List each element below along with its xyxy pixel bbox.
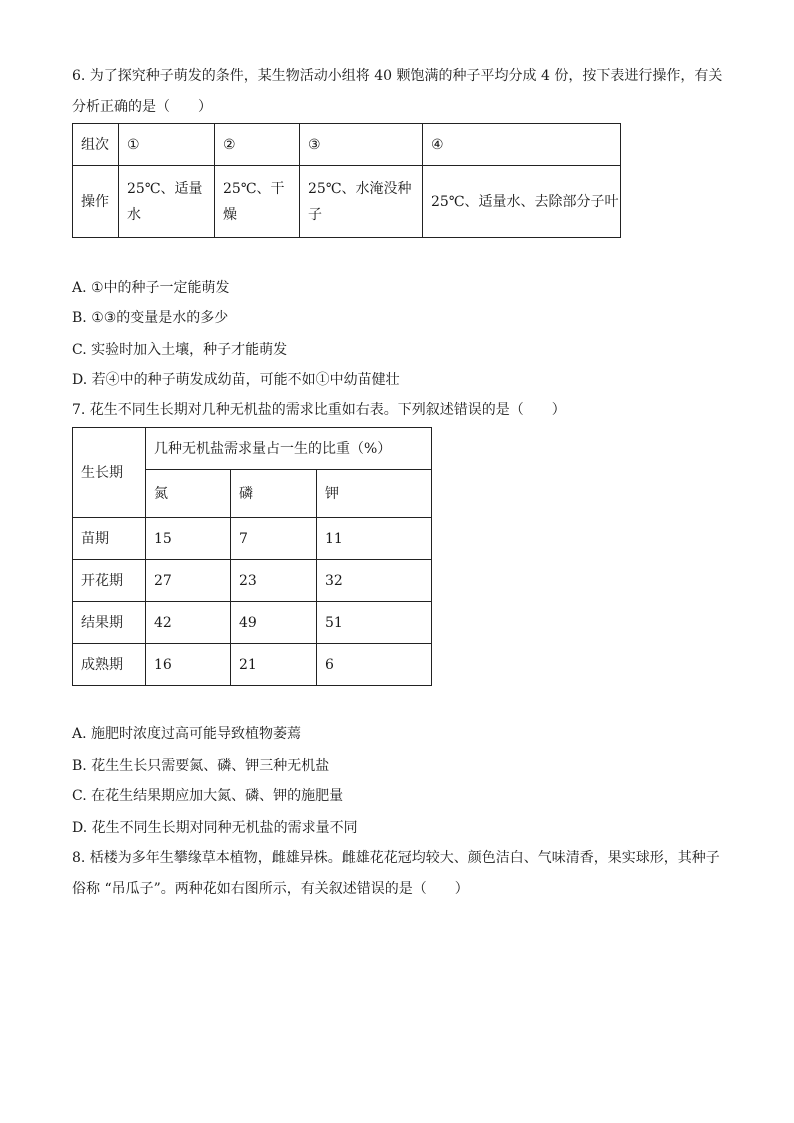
- q7-cell: 16: [146, 644, 231, 686]
- q6-header-1: ①: [119, 124, 215, 166]
- q6-stem-line-1: 6. 为了探究种子萌发的条件，某生物活动小组将 40 颗饱满的种子平均分成 4 份，按下表进行操作，有关: [72, 68, 723, 84]
- q7-cell: 15: [146, 518, 231, 560]
- q6-op-2: 25℃、干 燥: [215, 166, 300, 238]
- table-row: [73, 518, 432, 560]
- q7-cell: 49: [231, 602, 317, 644]
- q7-option-d: D. 花生不同生长期对同种无机盐的需求量不同: [72, 820, 358, 836]
- q7-col-phosphorus: 磷: [231, 470, 317, 518]
- q6-header-3: ③: [300, 124, 423, 166]
- q7-cell: 11: [317, 518, 432, 560]
- q6-op-4: 25℃、适量水、去除部分子叶: [423, 166, 621, 238]
- q6-op-3: 25℃、水淹没种 子: [300, 166, 423, 238]
- q8-stem-line-2: 俗称 “吊瓜子”。两种花如右图所示，有关叙述错误的是（ ）: [72, 881, 469, 897]
- q6-op-1: 25℃、适量 水: [119, 166, 215, 238]
- table-row: [73, 644, 432, 686]
- q7-table: [72, 427, 432, 686]
- q7-row-header: 生长期: [73, 428, 146, 518]
- q6-option-b: B. ①③的变量是水的多少: [72, 310, 229, 326]
- q7-row-label: 结果期: [73, 602, 146, 644]
- q6-option-c: C. 实验时加入土壤，种子才能萌发: [72, 342, 288, 358]
- q6-stem-line-2: 分析正确的是（ ）: [72, 99, 212, 115]
- q7-row-label: 成熟期: [73, 644, 146, 686]
- q7-col-potassium: 钾: [317, 470, 432, 518]
- q6-header-2: ②: [215, 124, 300, 166]
- q6-option-a: A. ①中的种子一定能萌发: [72, 280, 230, 296]
- q7-group-header: 几种无机盐需求量占一生的比重（%）: [146, 428, 432, 470]
- q6-header-4: ④: [423, 124, 621, 166]
- q7-row-label: 开花期: [73, 560, 146, 602]
- q6-row-label: 操作: [73, 166, 119, 238]
- q6-header-group: 组次: [73, 124, 119, 166]
- q6-table: [72, 123, 621, 238]
- q7-cell: 21: [231, 644, 317, 686]
- q6-option-d: D. 若④中的种子萌发成幼苗，可能不如①中幼苗健壮: [72, 372, 400, 388]
- table-row: [73, 560, 432, 602]
- q8-stem-line-1: 8. 栝楼为多年生攀缘草本植物，雌雄异株。雌雄花花冠均较大、颜色洁白、气味清香，果实球形，其种子: [72, 850, 720, 866]
- q7-cell: 7: [231, 518, 317, 560]
- table-row: [73, 602, 432, 644]
- q7-stem: 7. 花生不同生长期对几种无机盐的需求比重如右表。下列叙述错误的是（ ）: [72, 402, 566, 418]
- q7-option-c: C. 在花生结果期应加大氮、磷、钾的施肥量: [72, 788, 344, 804]
- q7-cell: 42: [146, 602, 231, 644]
- q7-option-b: B. 花生生长只需要氮、磷、钾三种无机盐: [72, 758, 330, 774]
- q7-row-label: 苗期: [73, 518, 146, 560]
- q7-cell: 27: [146, 560, 231, 602]
- q7-cell: 51: [317, 602, 432, 644]
- q7-cell: 23: [231, 560, 317, 602]
- q7-cell: 6: [317, 644, 432, 686]
- q7-col-nitrogen: 氮: [146, 470, 231, 518]
- q7-cell: 32: [317, 560, 432, 602]
- q7-option-a: A. 施肥时浓度过高可能导致植物萎蔫: [72, 726, 302, 742]
